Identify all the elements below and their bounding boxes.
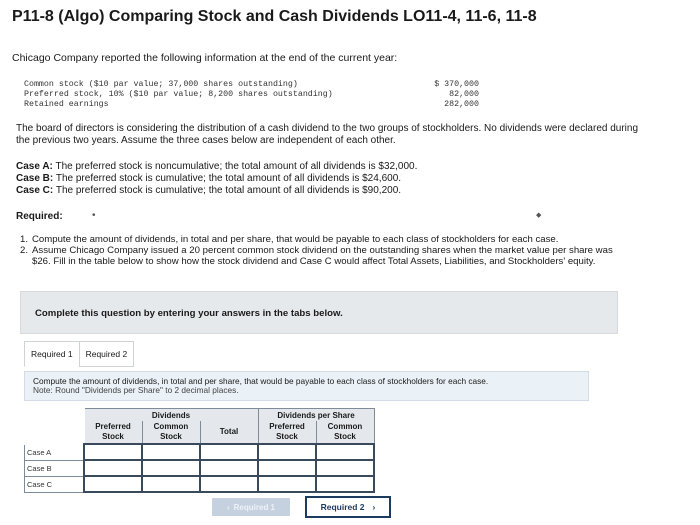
row-label: Case C (25, 476, 85, 492)
input-case-a-ps-preferred[interactable] (258, 444, 316, 460)
chevron-right-icon: › (372, 502, 376, 512)
dividends-table (24, 408, 375, 493)
account-row (24, 80, 479, 90)
page-title: P11-8 (Algo) Comparing Stock and Cash Dividends LO11-4, 11-6, 11-8 (12, 8, 537, 25)
account-amount: 282,000 (444, 100, 479, 109)
case-text: The preferred stock is noncumulative; the total amount of all dividends is $32,000. (55, 161, 418, 172)
input-case-b-ps-preferred[interactable] (258, 460, 316, 476)
board-paragraph: The board of directors is considering the distribution of a cash dividend to the two groups of stockholders. No dividends were declared during the previous two years. Assume the three cases below are independent of each other. (16, 123, 639, 146)
input-case-a-ps-common[interactable] (316, 444, 374, 460)
intro-text: Chicago Company reported the following information at the end of the current year: (12, 52, 398, 64)
account-row (24, 90, 479, 100)
input-case-c-ps-preferred[interactable] (258, 476, 316, 492)
header-total: Total (200, 421, 258, 444)
case-text: The preferred stock is cumulative; the total amount of all dividends is $24,600. (55, 173, 402, 184)
header-preferred-stock: Preferred Stock (84, 421, 142, 444)
row-label: Case B (25, 460, 85, 476)
chevron-left-icon: ‹ (226, 502, 230, 512)
case-item (16, 161, 417, 173)
case-text: The preferred stock is cumulative; the total amount of all dividends is $90,200. (55, 185, 402, 196)
table-corner (25, 409, 85, 445)
case-item (16, 185, 417, 197)
requirement-item (20, 234, 632, 245)
input-case-c-total[interactable] (200, 476, 258, 492)
cursor-dot-icon: • (92, 210, 96, 221)
account-label: Retained earnings (24, 100, 109, 109)
case-label: Case C: (16, 185, 54, 196)
required-heading: Required: (16, 211, 63, 222)
prev-button-label: Required 1 (233, 502, 275, 512)
account-label: Common stock ($10 par value; 37,000 shares outstanding) (24, 80, 298, 89)
account-row (24, 100, 479, 110)
case-label: Case A: (16, 161, 53, 172)
account-amount: 82,000 (449, 90, 479, 99)
next-button[interactable] (305, 496, 391, 518)
next-button-label: Required 2 (320, 502, 365, 512)
requirement-number: 2. (20, 245, 29, 256)
cursor-dot-icon: ◆ (536, 212, 542, 219)
table-row (25, 460, 375, 476)
instructions-banner: Complete this question by entering your answers in the tabs below. (20, 291, 618, 334)
header-common-stock: Common Stock (142, 421, 200, 444)
table-header-spacer (200, 409, 258, 422)
input-case-c-common[interactable] (142, 476, 200, 492)
account-label: Preferred stock, 10% ($10 par value; 8,200 shares outstanding) (24, 90, 333, 99)
input-case-b-total[interactable] (200, 460, 258, 476)
instruction-panel (24, 371, 589, 401)
row-label: Case A (25, 444, 85, 460)
header-ps-common-stock: Common Stock (316, 421, 374, 444)
requirement-number: 1. (20, 234, 29, 245)
header-ps-preferred-stock: Preferred Stock (258, 421, 316, 444)
requirements-list (20, 234, 632, 267)
input-case-a-total[interactable] (200, 444, 258, 460)
input-case-a-common[interactable] (142, 444, 200, 460)
instruction-text: Compute the amount of dividends, in total and per share, that would be payable to each class of stockholders for each case. (33, 376, 489, 386)
table-row (25, 444, 375, 460)
input-case-c-ps-common[interactable] (316, 476, 374, 492)
rounding-note: Note: Round "Dividends per Share" to 2 decimal places. (33, 385, 239, 395)
input-case-b-common[interactable] (142, 460, 200, 476)
requirement-text: Assume Chicago Company issued a 20 percent common stock dividend on the outstanding shares when the market value per share was $26. Fill in the table below to show how the stock dividend and Case C would affect Total Assets, Liabilities, and Stockholders' equity. (32, 245, 613, 267)
tab-bar (24, 341, 133, 367)
case-label: Case B: (16, 173, 54, 184)
case-item (16, 173, 417, 185)
prev-button[interactable] (212, 498, 290, 516)
input-case-b-ps-common[interactable] (316, 460, 374, 476)
tab-required-1[interactable]: Required 1 (24, 341, 80, 367)
requirement-text: Compute the amount of dividends, in total and per share, that would be payable to each class of stockholders for each case. (32, 234, 559, 245)
requirement-item (20, 245, 632, 267)
input-case-b-preferred[interactable] (84, 460, 142, 476)
header-dividends-per-share: Dividends per Share (258, 409, 374, 422)
accounts-list (24, 80, 479, 110)
input-case-a-preferred[interactable] (84, 444, 142, 460)
table-row (25, 476, 375, 492)
tab-required-2[interactable]: Required 2 (79, 341, 135, 367)
table-header-spacer (84, 409, 142, 422)
cases-list (16, 161, 417, 197)
input-case-c-preferred[interactable] (84, 476, 142, 492)
account-amount: $ 370,000 (434, 80, 479, 89)
header-dividends: Dividends (142, 409, 200, 422)
